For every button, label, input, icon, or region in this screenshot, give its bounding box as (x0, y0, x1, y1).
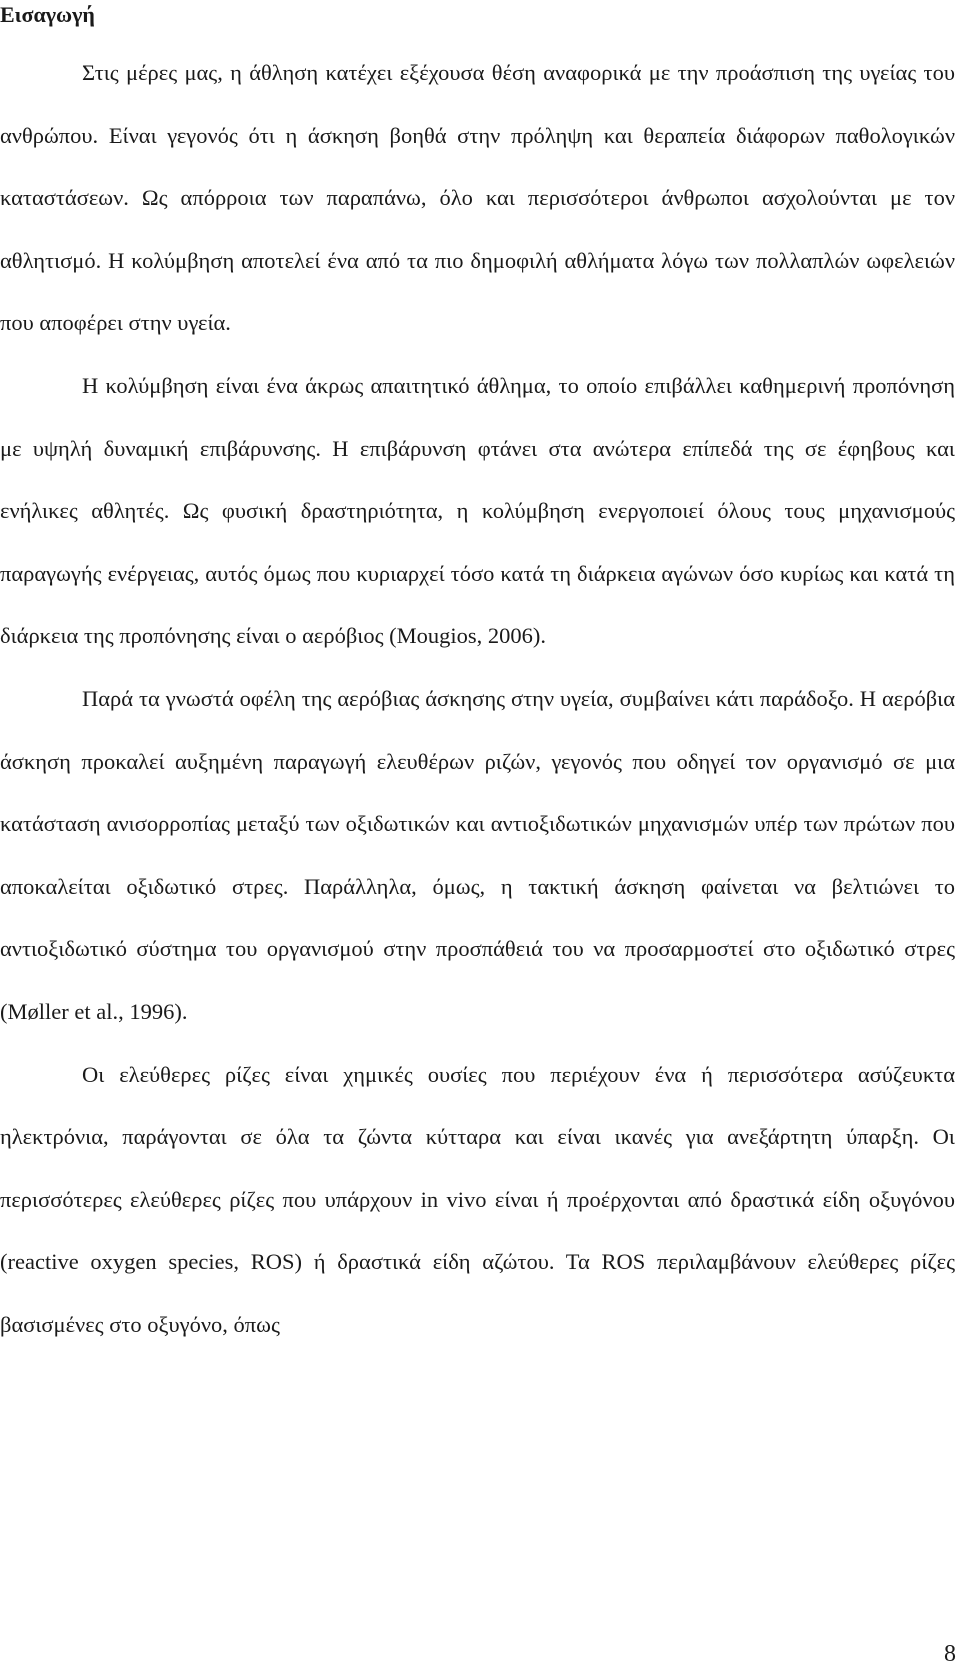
body-text (0, 42, 955, 1356)
paragraph: Οι ελεύθερες ρίζες είναι χημικές ουσίες που περιέχουν ένα ή περισσότερα ασύζευκτα ηλεκτρόνια, παράγονται σε όλα τα ζώντα κύτταρα και είναι ικανές για ανεξάρτητη ύπαρξη. Οι περισσότερες ελεύθερες ρίζες που υπάρχουν in vivo είναι ή προέρχονται από δραστικά είδη οξυγόνου (reactive oxygen species, ROS) ή δραστικά είδη αζώτου. Τα ROS περιλαμβάνουν ελεύθερες ρίζες βασισμένες στο οξυγόνο, όπως (0, 1061, 955, 1337)
section-heading: Εισαγωγή (0, 2, 95, 27)
paragraph: Στις μέρες μας, η άθληση κατέχει εξέχουσα θέση αναφορικά με την προάσπιση της υγείας του ανθρώπου. Είναι γεγονός ότι η άσκηση βοηθά στην πρόληψη και θεραπεία διάφορων παθολογικών καταστάσεων. Ως απόρροια των παραπάνω, όλο και περισσότεροι άνθρωποι ασχολούνται με τον αθλητισμό. Η κολύμβηση αποτελεί ένα από τα πιο δημοφιλή αθλήματα λόγω των πολλαπλών ωφελειών που αποφέρει στην υγεία. (0, 60, 955, 336)
paragraph: Παρά τα γνωστά οφέλη της αερόβιας άσκησης στην υγεία, συμβαίνει κάτι παράδοξο. Η αερόβια άσκηση προκαλεί αυξημένη παραγωγή ελευθέρων ριζών, γεγονός που οδηγεί τον οργανισμό σε μια κατάσταση ανισορροπίας μεταξύ των οξιδωτικών και αντιοξιδωτικών μηχανισμών υπέρ των πρώτων που αποκαλείται οξιδωτικό στρες. Παράλληλα, όμως, η τακτική άσκηση φαίνεται να βελτιώνει το αντιοξιδωτικό σύστημα του οργανισμού στην προσπάθειά του να προσαρμοστεί στο οξιδωτικό στρες (Møller et al., 1996). (0, 685, 955, 1024)
paragraph: Η κολύμβηση είναι ένα άκρως απαιτητικό άθλημα, το οποίο επιβάλλει καθημερινή προπόνηση με υψηλή δυναμική επιβάρυνσης. Η επιβάρυνση φτάνει στα ανώτερα επίπεδά της σε έφηβους και ενήλικες αθλητές. Ως φυσική δραστηριότητα, η κολύμβηση ενεργοποιεί όλους τους μηχανισμούς παραγωγής ενέργειας, αυτός όμως που κυριαρχεί τόσο κατά τη διάρκεια αγώνων όσο κυρίως και κατά τη διάρκεια της προπόνησης είναι ο αερόβιος (Mougios, 2006). (0, 372, 955, 649)
page-number: 8 (944, 1641, 956, 1667)
